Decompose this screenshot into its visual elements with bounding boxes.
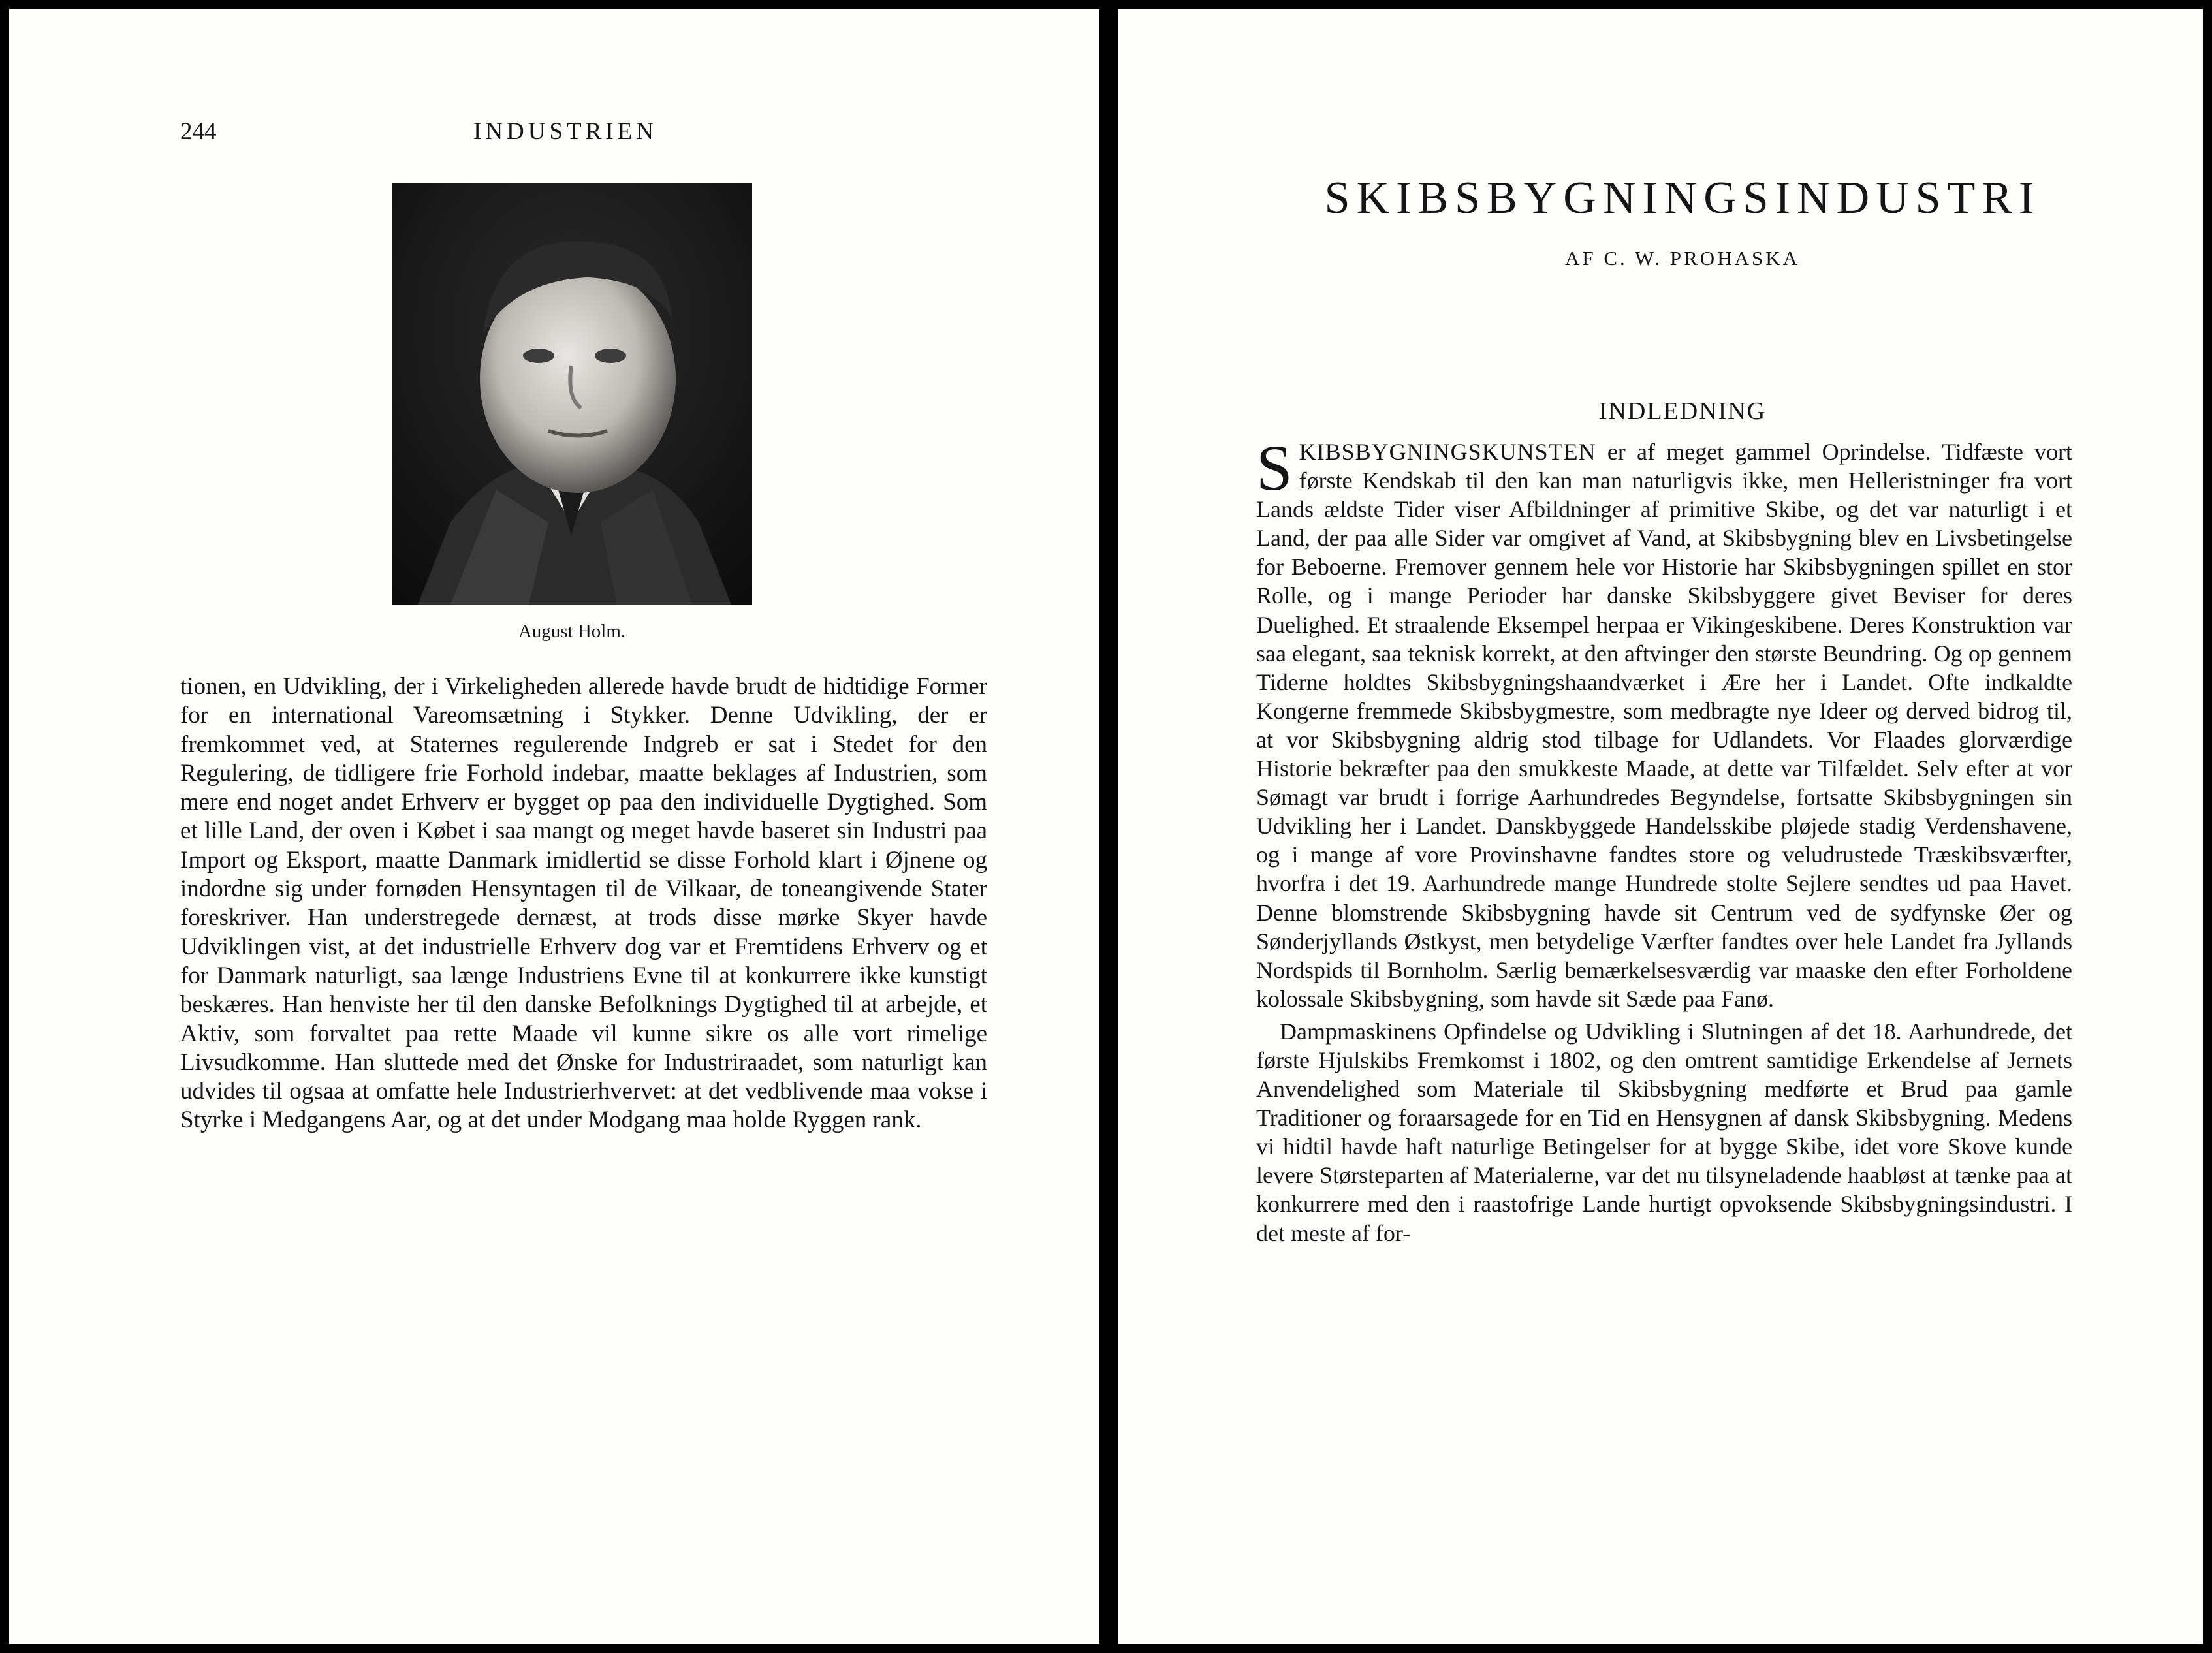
paragraph-1-text: er af meget gammel Oprindelse. Tidfæste vort første Kendskab til den kan man naturligvis ikke, men Helleristninger fra vort Lands ældste Tider viser Afbildninger af primitive Skibe, og det var naturligt i et Land, der paa alle Sider var omgivet af Vand, at Skibsbygning blev en Livsbetingelse for Beboerne. Fremover gennem hele vor Historie har Skibsbygningen spillet en stor Rolle, og i mange Perioder har danske Skibsbyggere givet Beviser for deres Duelighed. Et straalende Eksempel herpaa er Vikingeskibene. Deres Konstruktion var saa elegant, saa teknisk korrekt, at den aftvinger den største Beundring. Og op gennem Tiderne holdtes Skibsbygningshaandværket i Ære her i Landet. Ofte indkaldte Kongerne fremmede Skibsbygmestre, som medbragte nye Ideer og derved bidrog til, at vor Skibsbygning aldrig stod tilbage for Udlandets. Vor Flaades glorværdige Historie bekræfter paa den smukkeste Maade, at dette var Tilfældet. Selv efter at vor Sømagt var brudt i forrige Aarhundredes Begyndelse, fortsatte Skibsbygningen sin Udvikling her i Landet. Danskbyggede Handelsskibe pløjede stadig Verdenshavene, og i mange af vore Provinshavne fandtes store og veludrustede Træskibsværfter, hvorfra i det 19. Aarhundrede mange Hundrede stolte Sejlere sendtes ud paa Havet. Denne blomstrende Skibsbygning havde sit Centrum ved de sydfynske Øer og Sønderjyllands Østkyst, men betydelige Værfter fandtes over hele Landet fra Jyllands Nordspids til Bornholm. Særlig bemærkelsesværdig var maaske den efter Forholdene kolossale Skibsbygning, som havde sit Sæde paa Fanø. [1256, 439, 2072, 1012]
portrait-image [392, 183, 752, 605]
right-page [1118, 9, 2203, 1644]
article-title: SKIBSBYGNINGSINDUSTRI [1324, 173, 2041, 223]
right-paragraph-1 [1256, 432, 2072, 1013]
right-paragraph-2: Dampmaskinens Opfindelse og Udvikling i Slutningen af det 18. Aarhundrede, det første Hjulskibs Fremkomst i 1802, og den omtrent samtidige Erkendelse af Jernets Anvendelighed som Materiale til Skibsbygning medførte et Brud paa gamle Traditioner og foraarsagede for en Tid en Hensygnen af dansk Skibsbygning. Medens vi hidtil havde haft naturlige Betingelser for at bygge Skibe, idet vore Skove kunde levere Størsteparten af Materialerne, var det nu tilsyneladende haabløst at tænke paa at konkurrere med den i raastofrige Lande hurtigt opvoksende Skibsbygningsindustri. I det meste af for- [1256, 1018, 2072, 1246]
left-body [180, 672, 987, 1135]
portrait-photo [392, 183, 752, 605]
running-title: INDUSTRIEN [473, 118, 657, 145]
left-body-paragraph: tionen, en Udvikling, der i Virkeligheden allerede havde brudt de hidtidige Former for en international Vareomsætning i Stykker. Denne Udvikling, der er fremkommet ved, at Staternes regulerende Indgreb er sat i Stedet for den Regulering, de tidligere frie Forhold indebar, maatte beklages af Industrien, som mere end noget andet Erhverv er bygget op paa den individuelle Dygtighed. Som et lille Land, der oven i Købet i saa mangt og meget havde baseret sin Industri paa Import og Eksport, maatte Danmark imidlertid se disse Forhold klart i Øjnene og indordne sig under fornøden Hensyntagen til de Vilkaar, de toneangivende Stater foreskriver. Han understregede dernæst, at trods disse mørke Skyer havde Udviklingen vist, at det industrielle Erhverv dog var et Fremtidens Erhverv og et for Danmark naturligt, saa længe Industriens Evne til at konkurrere ikke kunstigt beskæres. Han henviste her til den danske Befolknings Dygtighed til at arbejde, et Aktiv, som forvaltet paa rette Maade vil kunne sikre os alle vort rimelige Livsudkomme. Han sluttede med det Ønske for Industriraadet, som naturligt kan udvides til ogsaa at omfatte hele Industrierhvervet: at det vedblivende maa vokse i Styrke i Medgangens Aar, og at det under Modgang maa holde Ryggen rank. [180, 673, 987, 1134]
drop-cap: S [1256, 432, 1293, 504]
byline: AF C. W. PROHASKA [1564, 247, 1800, 270]
photo-caption: August Holm. [518, 621, 626, 642]
section-heading: INDLEDNING [1598, 398, 1767, 425]
right-body [1256, 432, 2072, 1248]
page-number: 244 [180, 118, 217, 145]
lead-caps: KIBSBYGNINGSKUNSTEN [1299, 439, 1596, 465]
left-page [9, 9, 1099, 1644]
